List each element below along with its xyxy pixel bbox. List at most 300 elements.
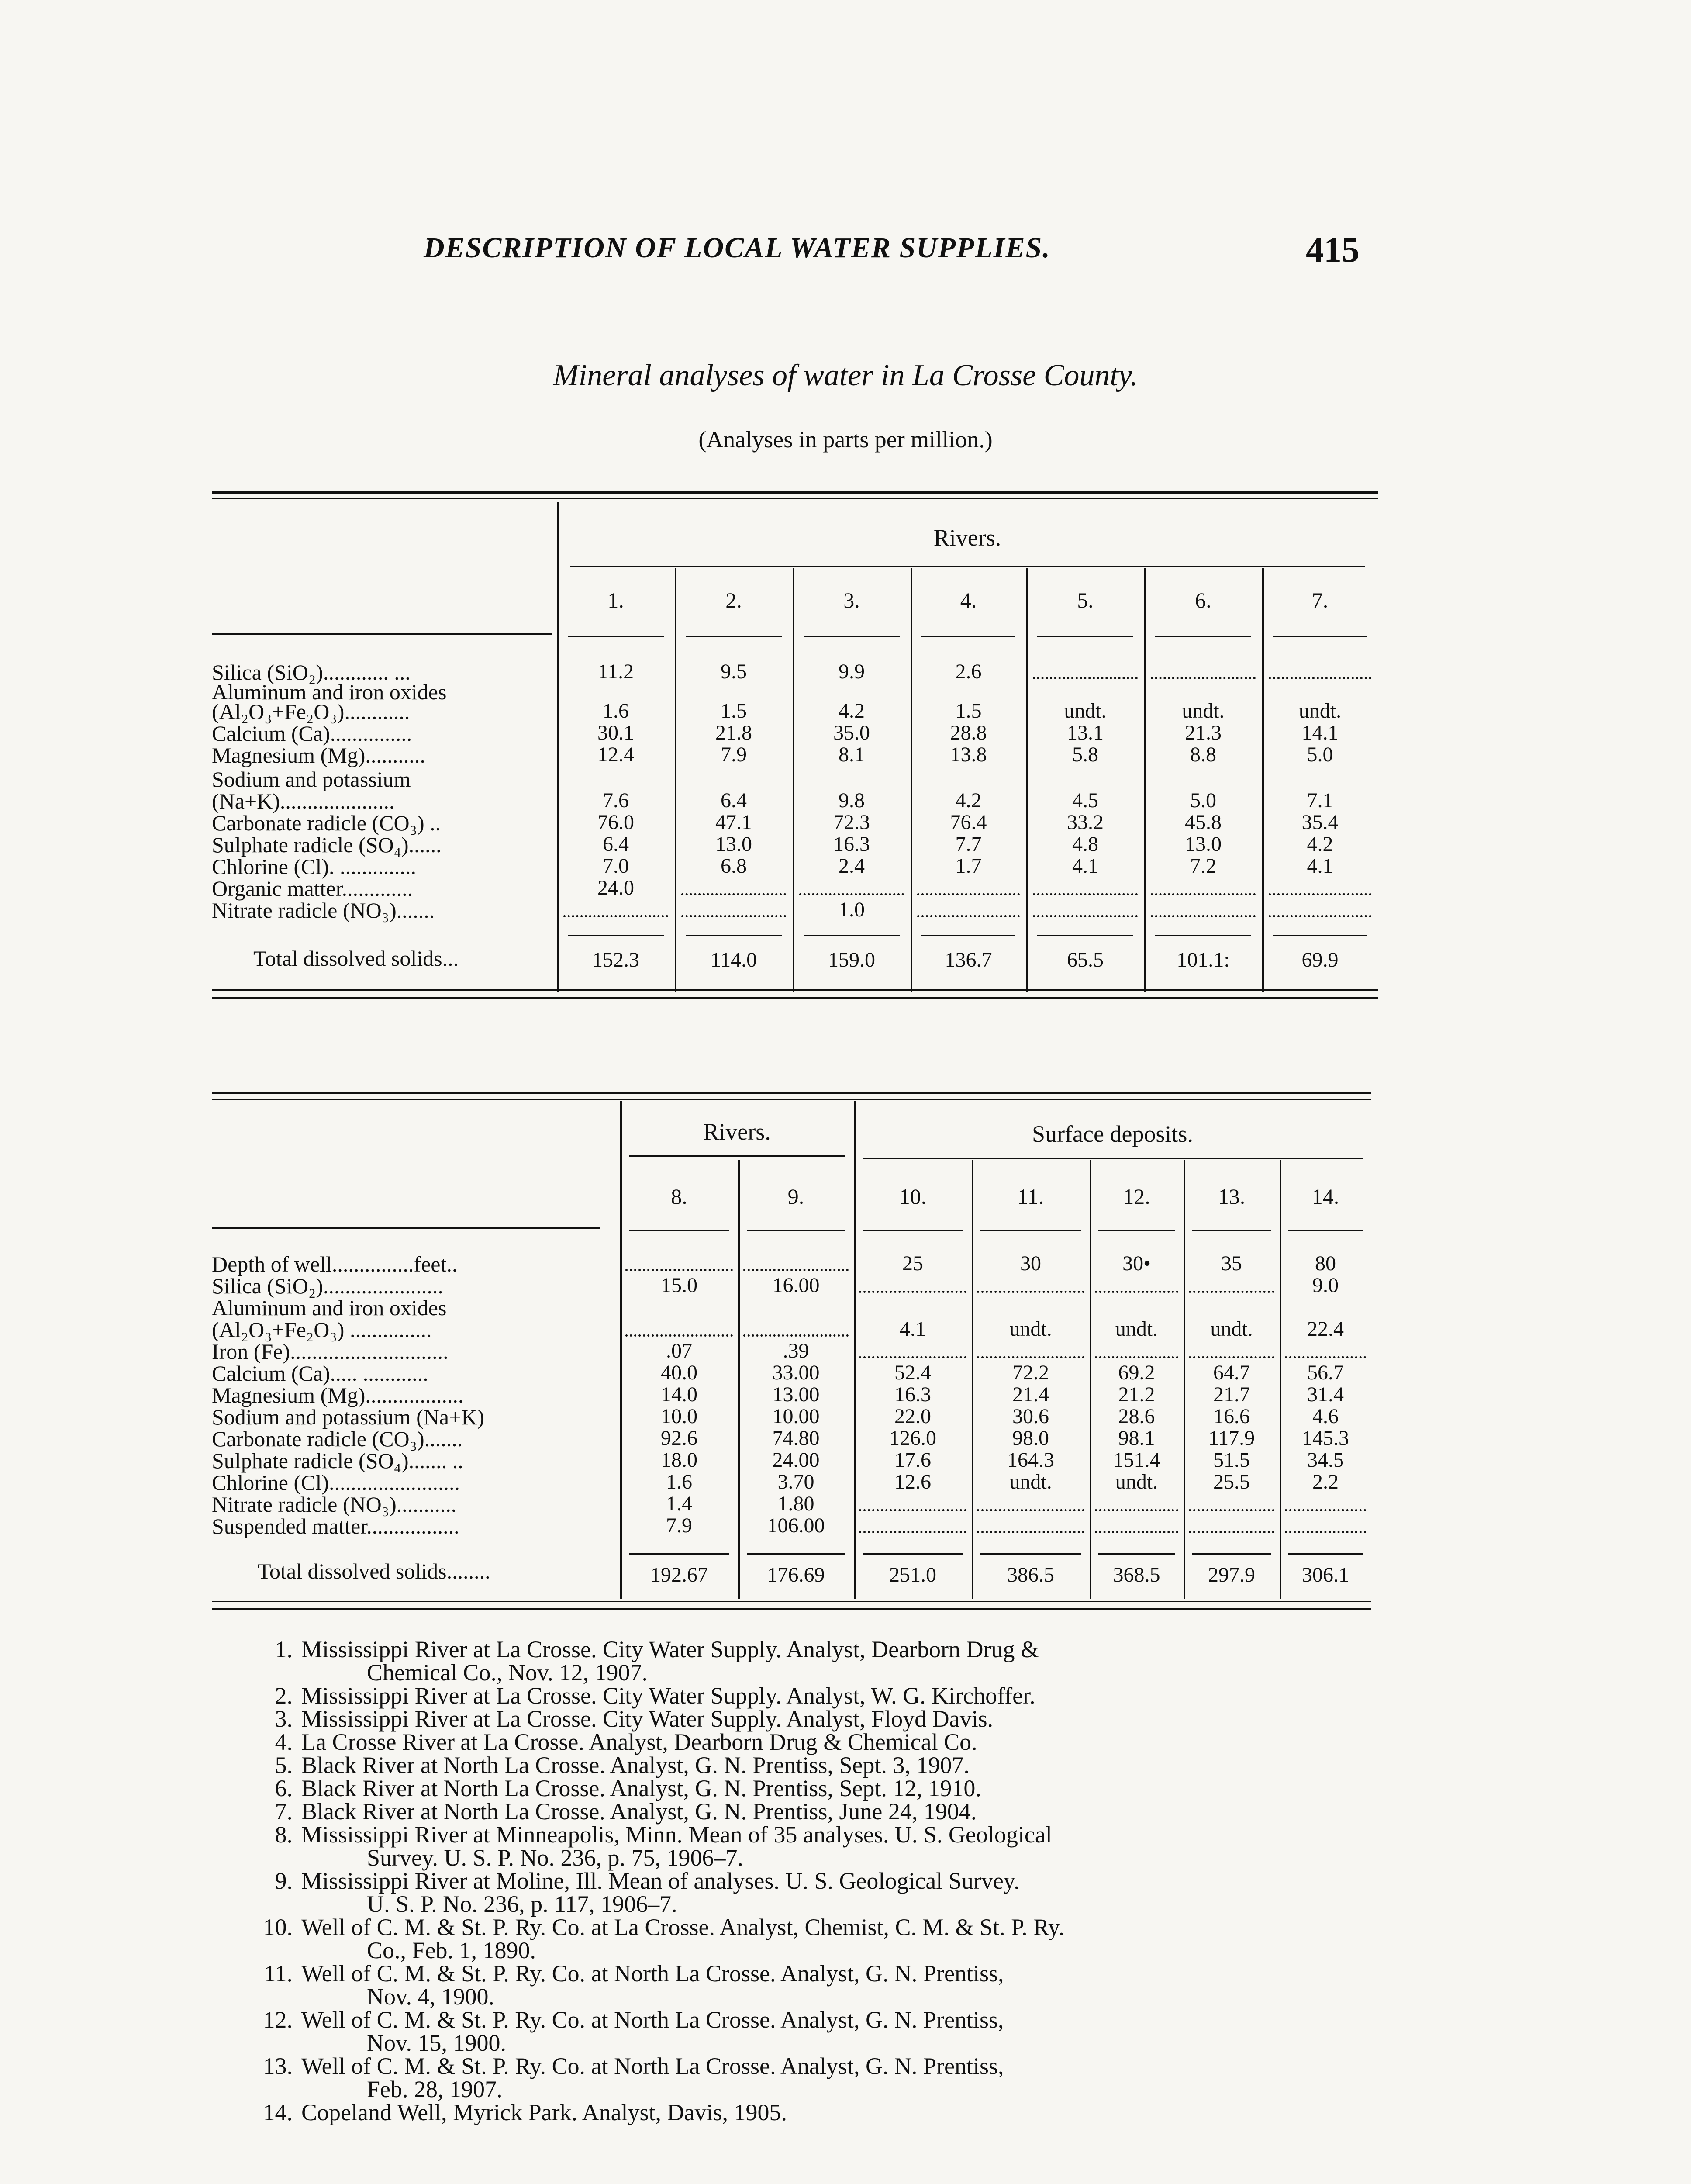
footnote-continuation: U. S. P. No. 236, p. 117, 1906–7.	[367, 1891, 677, 1917]
total-cell: 65.5	[1067, 948, 1104, 971]
data-cell: 16.00	[772, 1274, 820, 1297]
data-cell: 25	[902, 1252, 923, 1275]
row-label: Silica (SiO₂)............ ...	[212, 660, 411, 684]
data-cell: 10.00	[772, 1405, 820, 1428]
row-label: (Na+K).....................	[212, 789, 395, 813]
data-cell: 69.2	[1118, 1361, 1155, 1384]
data-cell: undt.	[1064, 699, 1107, 722]
column-header: 13.	[1218, 1184, 1246, 1209]
data-cell: undt.	[1009, 1317, 1052, 1341]
footnote	[245, 1707, 1380, 1731]
row-label: Magnesium (Mg)..................	[212, 1383, 464, 1407]
data-cell: 4.2	[955, 789, 982, 812]
data-cell: 21.2	[1118, 1383, 1155, 1406]
data-cell: 9.8	[839, 789, 865, 812]
data-cell: 56.7	[1307, 1361, 1344, 1384]
empty-cell-leader	[1285, 1531, 1366, 1533]
data-cell: 126.0	[889, 1427, 936, 1450]
empty-cell-leader	[1189, 1509, 1274, 1511]
row-label: Carbonate radicle (CO₃).......	[212, 1427, 463, 1451]
data-cell: 1.4	[666, 1492, 692, 1515]
empty-cell-leader	[799, 893, 904, 895]
data-cell: 4.2	[1307, 833, 1333, 856]
data-cell: 7.7	[955, 833, 982, 856]
total-cell: 159.0	[828, 948, 875, 971]
data-cell: 13.8	[950, 743, 987, 766]
total-rule	[1192, 1553, 1271, 1555]
row-label: Sodium and potassium	[212, 767, 411, 791]
footnote-text: Mississippi River at La Crosse. City Water Supply. Analyst, W. G. Kirchoffer.	[301, 1683, 1035, 1709]
row-label: Sulphate radicle (SO₄)....... ..	[212, 1448, 463, 1473]
row-label: Silica (SiO₂)......................	[212, 1274, 443, 1298]
column-underline	[629, 1230, 729, 1231]
data-cell: 30.6	[1012, 1405, 1049, 1428]
total-rule	[1273, 935, 1367, 936]
total-cell: 69.9	[1301, 948, 1339, 971]
footnote-number: 11.	[264, 1960, 293, 1987]
footnote-number: 7.	[275, 1798, 293, 1825]
column-header: 6.	[1195, 588, 1211, 612]
row-label: Suspended matter.................	[212, 1514, 459, 1538]
data-cell: 51.5	[1213, 1448, 1250, 1472]
row-label: Nitrate radicle (NO₃)...........	[212, 1492, 457, 1517]
total-rule	[863, 1553, 963, 1555]
row-label: Organic matter.............	[212, 876, 413, 901]
row-label: Chlorine (Cl)........................	[212, 1470, 460, 1495]
data-cell: 30.1	[597, 721, 634, 744]
column-underline	[1098, 1230, 1175, 1231]
table-caption: Mineral analyses of water in La Crosse County.	[553, 359, 1138, 392]
data-cell: 74.80	[772, 1427, 820, 1450]
empty-cell-leader	[859, 1291, 966, 1293]
column-underline	[1288, 1230, 1363, 1231]
footnote-text: Black River at North La Crosse. Analyst, G. N. Prentiss, Sept. 12, 1910.	[301, 1775, 981, 1801]
footnote-text: Black River at North La Crosse. Analyst, G. N. Prentiss, Sept. 3, 1907.	[301, 1752, 970, 1778]
data-cell: 47.1	[715, 811, 752, 834]
data-cell: 22.4	[1307, 1317, 1344, 1341]
footnote-number: 9.	[275, 1868, 293, 1894]
data-cell: 72.3	[833, 811, 870, 834]
empty-cell-leader	[1189, 1291, 1274, 1293]
top-rule	[212, 1092, 1371, 1094]
data-cell: 2.2	[1312, 1470, 1339, 1493]
column-header: 8.	[671, 1184, 687, 1209]
column-underline	[1192, 1230, 1271, 1231]
data-cell: 28.8	[950, 721, 987, 744]
data-cell: 24.0	[597, 876, 634, 899]
footnote-continuation: Nov. 4, 1900.	[367, 1984, 494, 2010]
data-cell: 21.3	[1185, 721, 1222, 744]
data-cell: 4.1	[1307, 854, 1333, 878]
footnote-continuation: Chemical Co., Nov. 12, 1907.	[367, 1659, 648, 1686]
data-cell: undt.	[1009, 1470, 1052, 1493]
column-underline	[1037, 636, 1133, 637]
data-cell: 21.7	[1213, 1383, 1250, 1406]
empty-cell-leader	[1095, 1356, 1178, 1358]
column-underline	[980, 1230, 1081, 1231]
data-cell: 21.4	[1012, 1383, 1049, 1406]
data-cell: 16.6	[1213, 1405, 1250, 1428]
footnote	[245, 1731, 1380, 1754]
data-cell: 12.4	[597, 743, 634, 766]
column-divider	[793, 568, 794, 992]
data-cell: 1.5	[721, 699, 747, 722]
data-cell: 45.8	[1185, 811, 1222, 834]
data-cell: 164.3	[1007, 1448, 1054, 1472]
data-cell: 33.2	[1067, 811, 1104, 834]
row-label: (Al₂O₃+Fe₂O₃)............	[212, 699, 410, 724]
total-cell: 306.1	[1302, 1563, 1349, 1586]
data-cell: 6.4	[721, 789, 747, 812]
footnote-number: 5.	[275, 1752, 293, 1778]
data-cell: 15.0	[661, 1274, 697, 1297]
footnote	[245, 1800, 1380, 1823]
footnote-number: 4.	[275, 1729, 293, 1755]
footnote-number: 8.	[275, 1821, 293, 1848]
empty-cell-leader	[625, 1269, 733, 1271]
empty-cell-leader	[1151, 915, 1256, 917]
empty-cell-leader	[681, 893, 786, 895]
footnote	[245, 1823, 1380, 1870]
data-cell: 106.00	[767, 1514, 825, 1537]
column-header: 3.	[843, 588, 860, 612]
footnote-number: 10.	[263, 1914, 293, 1940]
column-divider	[1026, 568, 1028, 992]
total-rule	[686, 935, 782, 936]
data-cell: 22.0	[894, 1405, 931, 1428]
data-cell: 7.9	[721, 743, 747, 766]
row-label: Aluminum and iron oxides	[212, 1296, 447, 1320]
data-cell: 40.0	[661, 1361, 697, 1384]
footnote-number: 6.	[275, 1775, 293, 1801]
empty-cell-leader	[1269, 677, 1371, 679]
empty-cell-leader	[1033, 893, 1138, 895]
data-cell: 1.80	[777, 1492, 814, 1515]
row-label: (Al₂O₃+Fe₂O₃) ...............	[212, 1317, 432, 1342]
total-cell: 297.9	[1208, 1563, 1255, 1586]
row-label: Chlorine (Cl). ..............	[212, 854, 417, 879]
data-cell: 4.2	[839, 699, 865, 722]
total-cell: 368.5	[1113, 1563, 1160, 1586]
footnote-text: Mississippi River at La Crosse. City Water Supply. Analyst, Floyd Davis.	[301, 1706, 994, 1732]
empty-cell-leader	[859, 1509, 966, 1511]
data-cell: 11.2	[597, 660, 634, 683]
column-divider	[1262, 568, 1264, 992]
footnote-text: Well of C. M. & St. P. Ry. Co. at North La Crosse. Analyst, G. N. Prentiss,	[301, 1960, 1004, 1987]
data-cell: 76.0	[597, 811, 634, 834]
data-cell: 9.0	[1312, 1274, 1339, 1297]
row-label: Sodium and potassium (Na+K)	[212, 1405, 484, 1429]
data-cell: 9.9	[839, 660, 865, 683]
column-header: 9.	[787, 1184, 804, 1209]
stub-underline	[212, 1227, 600, 1229]
empty-cell-leader	[977, 1356, 1084, 1358]
data-cell: 31.4	[1307, 1383, 1344, 1406]
group-header-rivers: Rivers.	[703, 1119, 771, 1145]
column-header: 14.	[1311, 1184, 1339, 1209]
data-cell: 5.0	[1190, 789, 1216, 812]
column-divider	[675, 568, 676, 992]
total-cell: 101.1:	[1177, 948, 1230, 971]
data-cell: 34.5	[1307, 1448, 1344, 1472]
total-label: Total dissolved solids...	[253, 946, 459, 971]
column-underline	[1273, 636, 1367, 637]
data-cell: 35	[1221, 1252, 1242, 1275]
footnote-number: 13.	[263, 2053, 293, 2079]
bottom-rule-inner	[212, 1601, 1371, 1602]
footnote	[245, 1870, 1380, 1916]
data-cell: 6.4	[603, 833, 629, 856]
empty-cell-leader	[1189, 1356, 1274, 1358]
data-cell: undt.	[1182, 699, 1225, 722]
empty-cell-leader	[1033, 915, 1138, 917]
top-rule-inner	[212, 1099, 1371, 1100]
data-cell: 1.7	[955, 854, 982, 878]
total-rule	[804, 935, 900, 936]
data-cell: 30	[1020, 1252, 1041, 1275]
total-rule	[921, 935, 1015, 936]
data-cell: 4.1	[900, 1317, 926, 1341]
footnote-text: Mississippi River at Minneapolis, Minn. Mean of 35 analyses. U. S. Geological	[301, 1821, 1052, 1848]
data-cell: 5.8	[1072, 743, 1098, 766]
footnote-text: Copeland Well, Myrick Park. Analyst, Davis, 1905.	[301, 2099, 787, 2125]
top-rule	[212, 491, 1378, 494]
footnote-number: 2.	[275, 1683, 293, 1709]
empty-cell-leader	[1285, 1356, 1366, 1358]
bottom-rule	[212, 1608, 1371, 1610]
data-cell: 7.6	[603, 789, 629, 812]
row-label: Iron (Fe).............................	[212, 1339, 449, 1364]
column-underline	[804, 636, 900, 637]
footnotes	[245, 1638, 1380, 2124]
data-cell: 80	[1315, 1252, 1336, 1275]
top-rule-inner	[212, 498, 1378, 499]
empty-cell-leader	[1151, 677, 1256, 679]
row-label: Sulphate radicle (SO₄)......	[212, 833, 442, 857]
empty-cell-leader	[977, 1531, 1084, 1533]
data-cell: 145.3	[1302, 1427, 1349, 1450]
data-cell: 8.8	[1190, 743, 1216, 766]
empty-cell-leader	[1269, 915, 1371, 917]
data-cell: 5.0	[1307, 743, 1333, 766]
data-cell: 7.9	[666, 1514, 692, 1537]
footnote	[245, 1638, 1380, 1684]
group-underline-rivers	[629, 1155, 845, 1157]
data-cell: 35.0	[833, 721, 870, 744]
column-header: 12.	[1123, 1184, 1150, 1209]
data-cell: 52.4	[894, 1361, 931, 1384]
data-cell: 10.0	[661, 1405, 697, 1428]
total-cell: 192.67	[650, 1563, 708, 1586]
data-cell: 28.6	[1118, 1405, 1155, 1428]
bottom-rule-inner	[212, 989, 1378, 991]
data-cell: undt.	[1210, 1317, 1253, 1341]
group-header-surface: Surface deposits.	[1032, 1121, 1193, 1147]
footnote	[245, 2008, 1380, 2055]
data-cell: 7.2	[1190, 854, 1216, 878]
empty-cell-leader	[859, 1356, 966, 1358]
column-header: 10.	[899, 1184, 927, 1209]
footnote-text: Well of C. M. & St. P. Ry. Co. at La Crosse. Analyst, Chemist, C. M. & St. P. Ry.	[301, 1914, 1064, 1940]
footnote-continuation: Feb. 28, 1907.	[367, 2076, 503, 2102]
total-rule	[629, 1553, 729, 1555]
data-cell: 151.4	[1113, 1448, 1160, 1472]
total-cell: 251.0	[889, 1563, 936, 1586]
empty-cell-leader	[1033, 677, 1138, 679]
table-subcaption: (Analyses in parts per million.)	[698, 426, 993, 453]
data-cell: 35.4	[1301, 811, 1339, 834]
total-rule	[747, 1553, 845, 1555]
total-cell: 176.69	[767, 1563, 825, 1586]
column-underline	[568, 636, 664, 637]
data-cell: 7.1	[1307, 789, 1333, 812]
column-underline	[1155, 636, 1251, 637]
data-cell: .07	[666, 1339, 692, 1362]
column-underline	[863, 1230, 963, 1231]
total-label: Total dissolved solids........	[258, 1559, 490, 1583]
row-label: Depth of well...............feet..	[212, 1252, 458, 1276]
footnote-continuation: Survey. U. S. P. No. 236, p. 75, 1906–7.	[367, 1845, 744, 1871]
footnote-number: 1.	[275, 1636, 293, 1662]
data-cell: 1.6	[666, 1470, 692, 1493]
total-cell: 136.7	[945, 948, 992, 971]
data-cell: undt.	[1298, 699, 1342, 722]
data-cell: .39	[783, 1339, 809, 1362]
data-cell: 8.1	[839, 743, 865, 766]
data-cell: 14.0	[661, 1383, 697, 1406]
empty-cell-leader	[1151, 893, 1256, 895]
empty-cell-leader	[1189, 1531, 1274, 1533]
footnote	[245, 1754, 1380, 1777]
page-number: 415	[1306, 230, 1360, 270]
total-cell: 152.3	[592, 948, 639, 971]
empty-cell-leader	[563, 915, 668, 917]
empty-cell-leader	[681, 915, 786, 917]
empty-cell-leader	[977, 1509, 1084, 1511]
data-cell: 13.1	[1067, 721, 1104, 744]
data-cell: 13.00	[772, 1383, 820, 1406]
stub-underline	[212, 633, 552, 635]
empty-cell-leader	[1269, 893, 1371, 895]
total-cell: 114.0	[710, 948, 757, 971]
group-underline	[570, 566, 1365, 567]
footnote-continuation: Co., Feb. 1, 1890.	[367, 1937, 536, 1963]
data-cell: 17.6	[894, 1448, 931, 1472]
data-cell: 4.6	[1312, 1405, 1339, 1428]
data-cell: 4.5	[1072, 789, 1098, 812]
data-cell: 76.4	[950, 811, 987, 834]
column-header: 7.	[1311, 588, 1329, 612]
data-cell: 7.0	[603, 854, 629, 878]
data-cell: undt.	[1115, 1317, 1158, 1341]
footnote-continuation: Nov. 15, 1900.	[367, 2030, 506, 2056]
total-rule	[1098, 1553, 1175, 1555]
empty-cell-leader	[1095, 1509, 1178, 1511]
data-cell: 14.1	[1301, 721, 1339, 744]
data-cell: 98.1	[1118, 1427, 1155, 1450]
footnote-number: 12.	[263, 2007, 293, 2033]
data-cell: 13.0	[715, 833, 752, 856]
data-cell: 4.1	[1072, 854, 1098, 878]
empty-cell-leader	[743, 1334, 849, 1337]
row-label: Magnesium (Mg)...........	[212, 743, 425, 767]
total-rule	[1037, 935, 1133, 936]
footnote	[245, 1962, 1380, 2008]
footnote-number: 14.	[263, 2099, 293, 2125]
data-cell: 117.9	[1208, 1427, 1255, 1450]
data-cell: 25.5	[1213, 1470, 1250, 1493]
row-label: Carbonate radicle (CO₃) ..	[212, 811, 441, 835]
empty-cell-leader	[917, 893, 1020, 895]
footnote	[245, 1684, 1380, 1707]
footnote-text: Mississippi River at La Crosse. City Water Supply. Analyst, Dearborn Drug &	[301, 1636, 1039, 1662]
data-cell: 12.6	[894, 1470, 931, 1493]
column-divider	[1144, 568, 1146, 992]
row-label: Calcium (Ca)...............	[212, 721, 412, 746]
data-cell: 92.6	[661, 1427, 697, 1450]
data-cell: 72.2	[1012, 1361, 1049, 1384]
footnote	[245, 1916, 1380, 1962]
group-underline-surface	[863, 1158, 1363, 1159]
total-rule	[568, 935, 664, 936]
data-cell: 2.6	[955, 660, 982, 683]
data-cell: 13.0	[1185, 833, 1222, 856]
empty-cell-leader	[977, 1291, 1084, 1293]
row-label: Calcium (Ca)..... ............	[212, 1361, 428, 1386]
empty-cell-leader	[1095, 1291, 1178, 1293]
column-header: 2.	[725, 588, 742, 612]
data-cell: 6.8	[721, 854, 747, 878]
running-header: DESCRIPTION OF LOCAL WATER SUPPLIES.	[424, 232, 1051, 264]
total-cell: 386.5	[1007, 1563, 1054, 1586]
footnote-number: 3.	[275, 1706, 293, 1732]
footnote	[245, 2055, 1380, 2101]
total-rule	[980, 1553, 1081, 1555]
column-header: 4.	[960, 588, 977, 612]
row-label: Nitrate radicle (NO₃).......	[212, 898, 435, 923]
column-underline	[686, 636, 782, 637]
footnote-text: Well of C. M. & St. P. Ry. Co. at North La Crosse. Analyst, G. N. Prentiss,	[301, 2007, 1004, 2033]
data-cell: 3.70	[777, 1470, 814, 1493]
data-cell: 30•	[1122, 1252, 1151, 1275]
data-cell: 64.7	[1213, 1361, 1250, 1384]
column-underline	[921, 636, 1015, 637]
data-cell: 2.4	[839, 854, 865, 878]
data-cell: 1.6	[603, 699, 629, 722]
data-cell: 18.0	[661, 1448, 697, 1472]
data-cell: 33.00	[772, 1361, 820, 1384]
data-cell: 9.5	[721, 660, 747, 683]
footnote	[245, 1777, 1380, 1800]
data-cell: 1.5	[955, 699, 982, 722]
row-label: Aluminum and iron oxides	[212, 680, 447, 704]
data-cell: undt.	[1115, 1470, 1158, 1493]
data-cell: 21.8	[715, 721, 752, 744]
data-cell: 1.0	[839, 898, 865, 921]
footnote-text: Mississippi River at Moline, Ill. Mean of analyses. U. S. Geological Survey.	[301, 1868, 1020, 1894]
group-header-rivers: Rivers.	[933, 525, 1001, 551]
empty-cell-leader	[1285, 1509, 1366, 1511]
empty-cell-leader	[743, 1269, 849, 1271]
bottom-rule	[212, 997, 1378, 999]
footnote	[245, 2101, 1380, 2124]
column-header: 5.	[1077, 588, 1094, 612]
footnote-text: Black River at North La Crosse. Analyst, G. N. Prentiss, June 24, 1904.	[301, 1798, 977, 1825]
data-cell: 4.8	[1072, 833, 1098, 856]
column-underline	[747, 1230, 845, 1231]
empty-cell-leader	[1095, 1531, 1178, 1533]
total-rule	[1288, 1553, 1363, 1555]
